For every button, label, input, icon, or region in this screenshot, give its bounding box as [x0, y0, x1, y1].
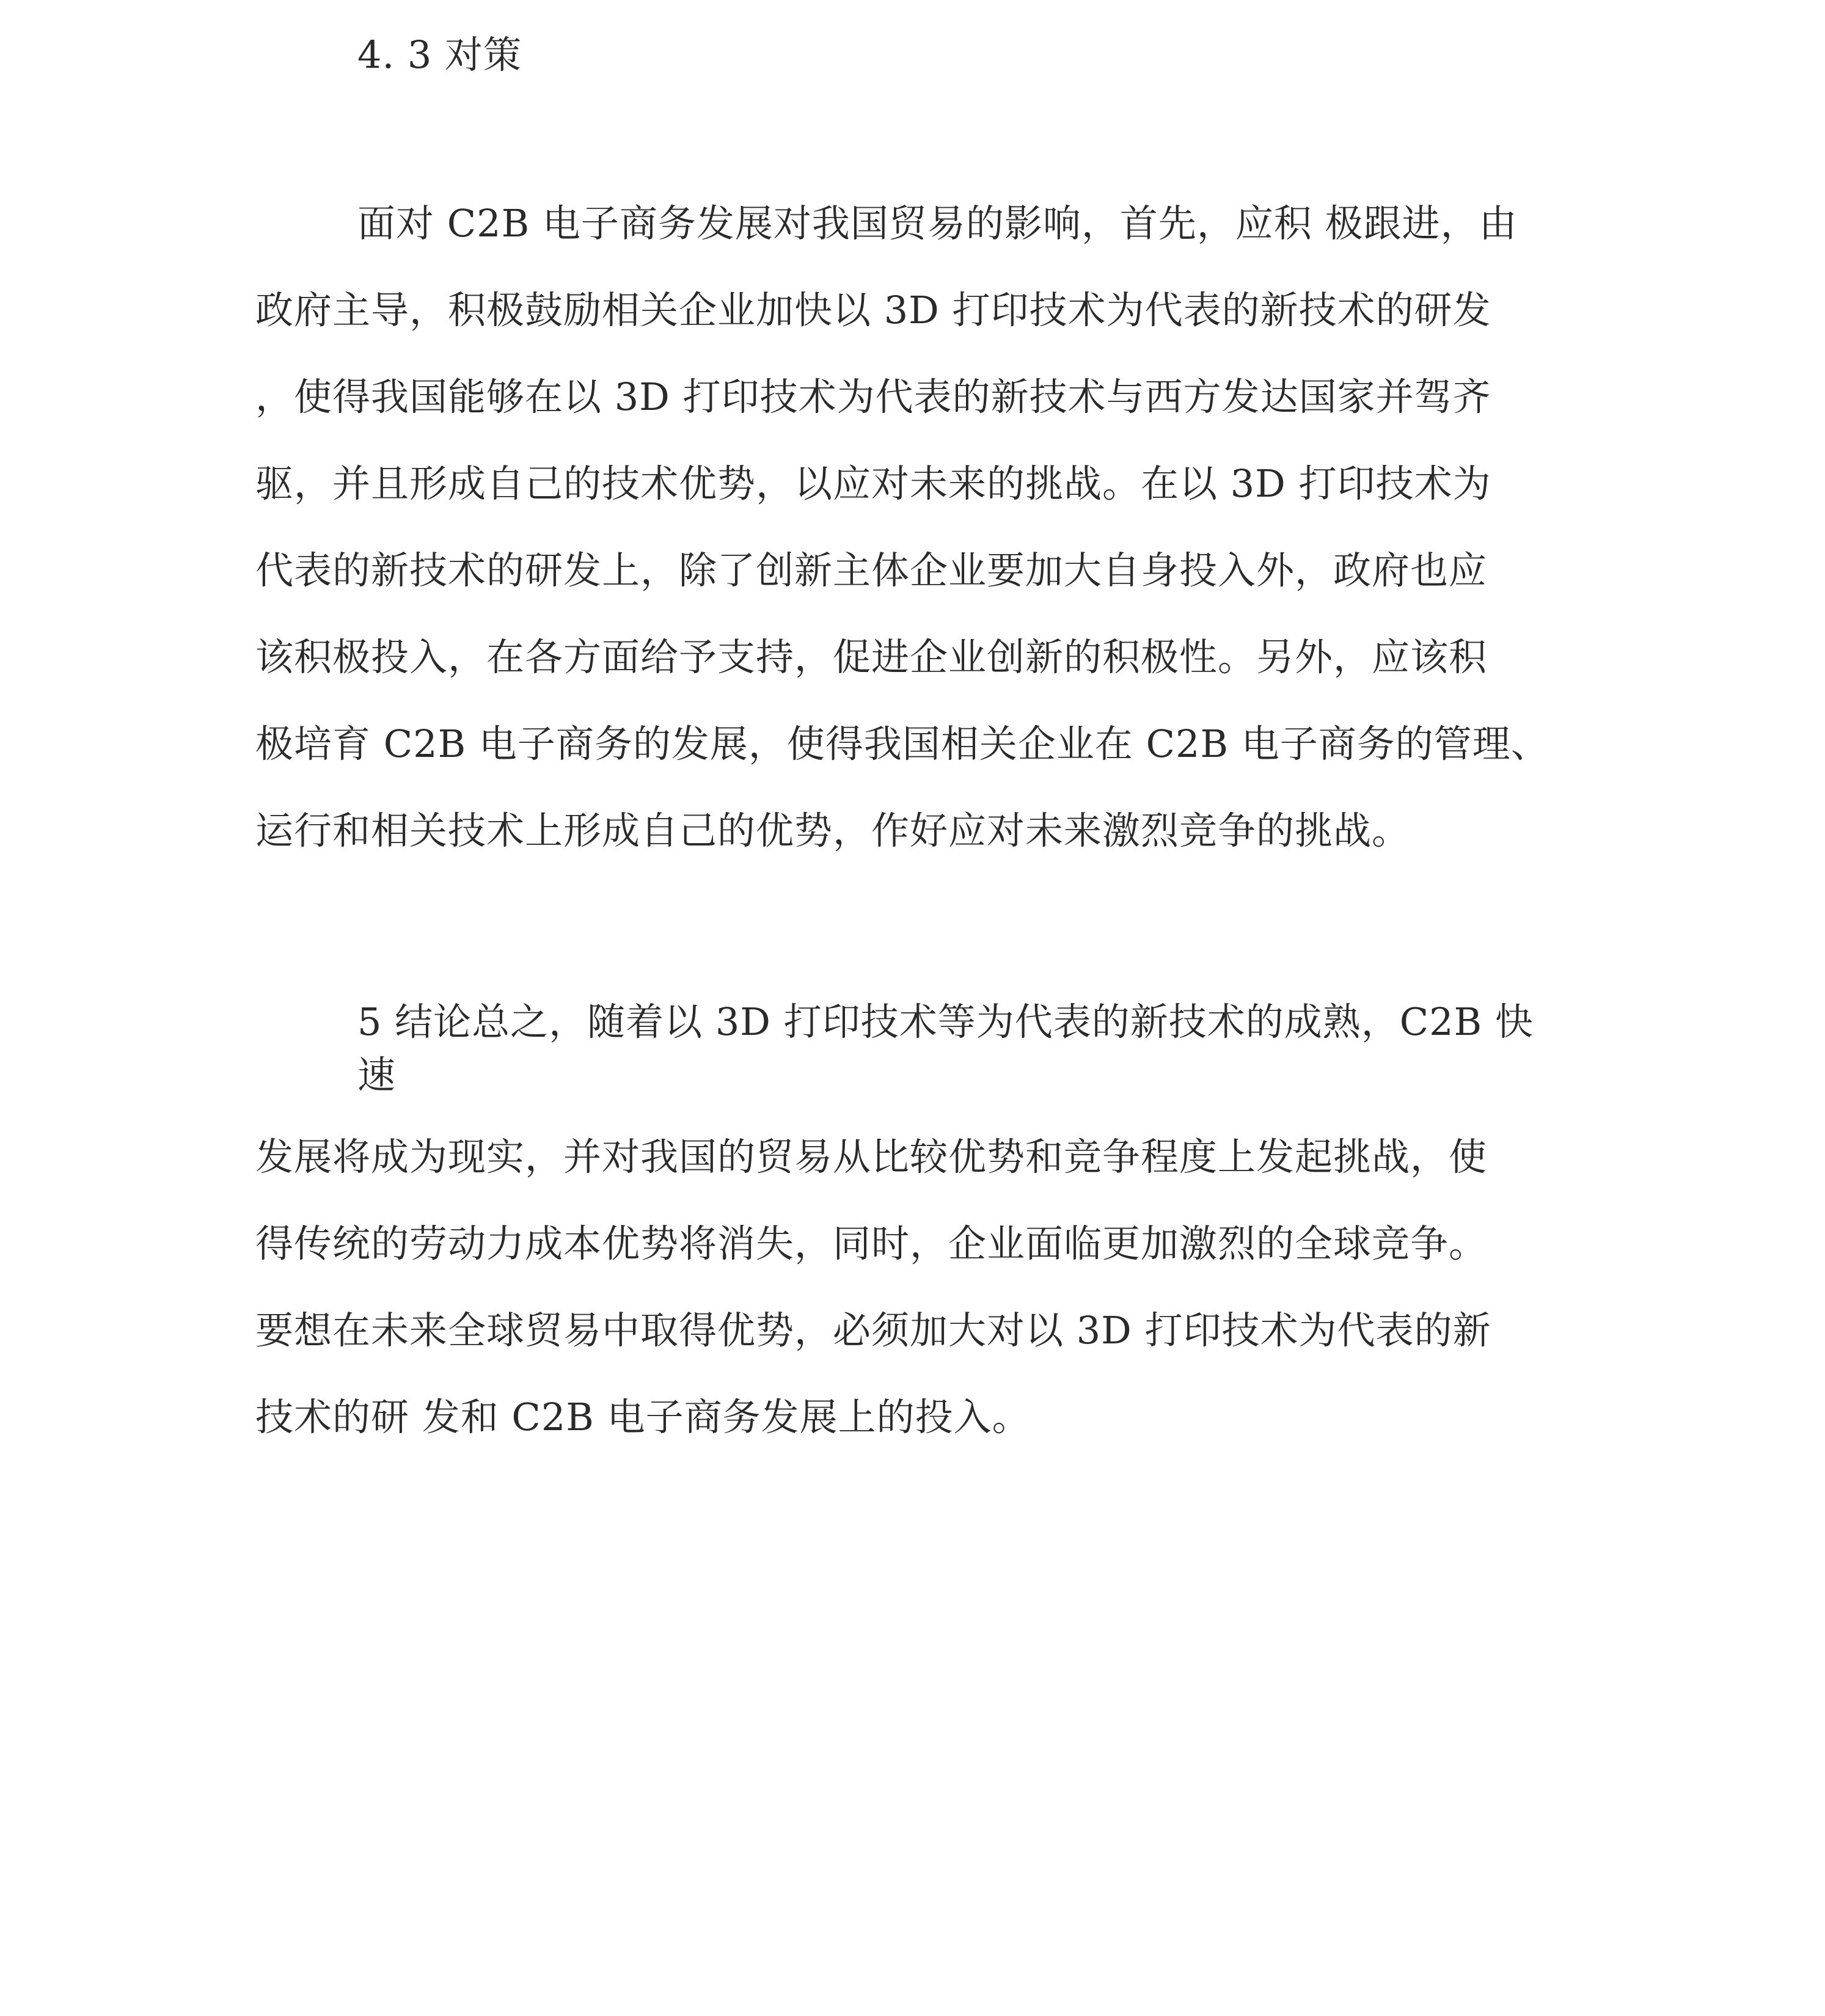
conclusion-heading-line: 5 结论总之，随着以 3D 打印技术等为代表的新技术的成熟，C2B 快 [357, 999, 1534, 1044]
paragraph-line: 政府主导，积极鼓励相关企业加快以 3D 打印技术为代表的新技术的研发 [255, 288, 1491, 332]
section-heading: 4. 3 对策 [357, 32, 522, 77]
paragraph-line: 代表的新技术的研发上，除了创新主体企业要加大自身投入外，政府也应 [255, 548, 1488, 593]
paragraph-line: 技术的研 发和 C2B 电子商务发展上的投入。 [255, 1395, 1031, 1439]
paragraph-line: 发展将成为现实，并对我国的贸易从比较优势和竞争程度上发起挑战，使 [255, 1134, 1488, 1179]
paragraph-line: 该积极投入，在各方面给予支持，促进企业创新的积极性。另外，应该积 [255, 635, 1488, 679]
paragraph-line: 要想在未来全球贸易中取得优势，必须加大对以 3D 打印技术为代表的新 [255, 1308, 1491, 1353]
paragraph-line: 极培育 C2B 电子商务的发展，使得我国相关企业在 C2B 电子商务的管理、 [255, 721, 1549, 766]
paragraph-line: 面对 C2B 电子商务发展对我国贸易的影响，首先，应积 极跟进，由 [357, 201, 1518, 246]
paragraph-line: 驱，并且形成自己的技术优势，以应对未来的挑战。在以 3D 打印技术为 [255, 461, 1491, 506]
conclusion-heading-line: 速 [357, 1053, 397, 1097]
paragraph-line: ，使得我国能够在以 3D 打印技术为代表的新技术与西方发达国家并驾齐 [255, 374, 1491, 419]
paragraph-line: 运行和相关技术上形成自己的优势，作好应对未来激烈竞争的挑战。 [255, 808, 1411, 853]
paragraph-line: 得传统的劳动力成本优势将消失，同时，企业面临更加激烈的全球竞争。 [255, 1221, 1488, 1266]
